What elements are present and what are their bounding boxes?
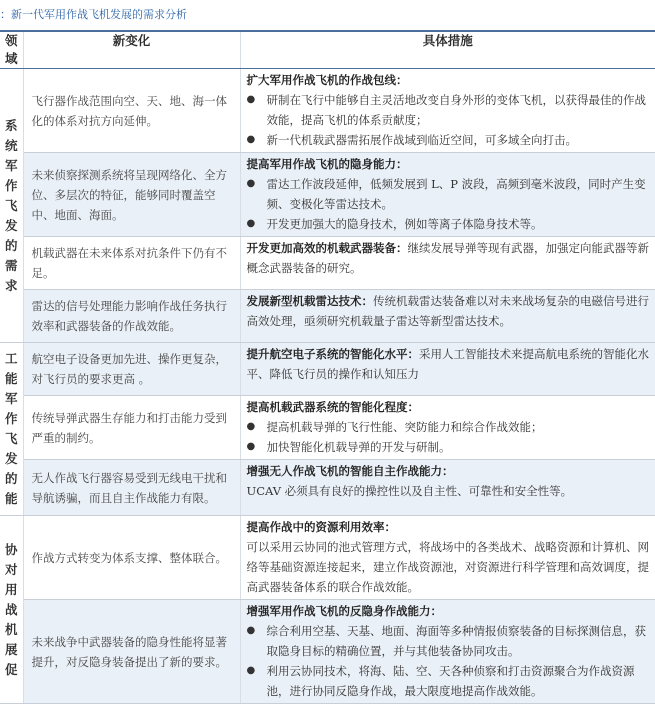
measure-title: 发展新型机载雷达技术： [246,294,373,308]
bullet-dot-icon: ● [246,625,256,636]
measure-cell [240,516,655,600]
bullet-text: 利用云协同技术，将海、陆、空、天各种侦察和打击资源聚合为作战资源池，进行协同反隐身作战，最大限度地提高作战效能。 [266,664,635,698]
table-row [0,153,655,237]
measure-cell [240,396,655,460]
change-cell: 未来战争中武器装备的隐身性能将显著提升，对反隐身装备提出了新的要求。 [23,600,240,704]
measure-title: 提高军用作战飞机的隐身能力： [246,157,408,171]
change-cell: 雷达的信号处理能力影响作战任务执行效率和武器装备的作战效能。 [23,290,240,343]
measure-title: 提高作战中的资源利用效率： [246,520,396,534]
measure-title: 提升航空电子系统的智能化水平： [246,347,419,361]
measure-text: 继续发展导弹等现有武器，加强定向能武器等新概念武器装备的研究。 [246,241,649,275]
measure-cell [240,600,655,704]
measure-cell [240,343,655,396]
change-cell: 传统导弹武器生存能力和打击能力受到严重的制约。 [23,396,240,460]
bullet-item [247,417,650,437]
bullet-item [247,130,650,150]
bullet-dot-icon: ● [246,94,256,105]
bullet-text: 新一代机载武器需拓展作战域到临近空间，可多域全向打击。 [266,133,577,147]
bullet-dot-icon: ● [246,665,256,676]
header-domain: 领域 [0,31,23,69]
table-row [0,290,655,343]
change-cell: 飞行器作战范围向空、天、地、海一体化的体系对抗方向延伸。 [23,69,240,153]
measure-paragraph [247,291,650,331]
bullet-text: 雷达工作波段延伸，低频发展到 L、P 波段，高频到毫米波段，同时产生变频、变极化等雷达技术。 [266,177,646,211]
table-row [0,460,655,516]
table-header-row [0,31,655,69]
bullet-item [247,437,650,457]
table-row [0,600,655,704]
measure-title: 提高机载武器系统的智能化程度： [246,400,419,414]
table-caption: ：新一代军用作战飞机发展的需求分析 [0,8,187,21]
bullet-text: 开发更加强大的隐身技术，例如等离子体隐身技术等。 [266,217,543,231]
bullet-item [247,621,650,661]
change-cell: 未来侦察探测系统将呈现网络化、全方位、多层次的特征，能够同时覆盖空中、地面、海面。 [23,153,240,237]
measure-cell [240,69,655,153]
measure-title: 扩大军用作战飞机的作战包线： [246,73,408,87]
bullet-dot-icon: ● [246,134,256,145]
change-cell: 航空电子设备更加先进、操作更复杂，对飞行员的要求更高 。 [23,343,240,396]
bullet-dot-icon: ● [246,441,256,452]
measure-cell [240,153,655,237]
bullet-text: 加快智能化机载导弹的开发与研制。 [266,440,451,454]
table-body [0,69,655,704]
measure-paragraph [247,238,650,278]
change-cell: 无人作战飞行器容易受到无线电干扰和导航诱骗，而且自主作战能力有限。 [23,460,240,516]
bullet-text: 研制在飞行中能够自主灵活地改变自身外形的变体飞机，以获得最佳的作战效能，提高飞机的体系贡献度； [266,93,646,127]
header-change: 新变化 [23,31,240,69]
measure-cell [240,290,655,343]
measure-title: 增强军用作战飞机的反隐身作战能力： [246,604,442,618]
table-row [0,516,655,600]
measure-title: 开发更加高效的机载武器装备： [246,241,408,255]
measure-text: 传统机载雷达装备难以对未来战场复杂的电磁信号进行高效处理，亟须研究机载量子雷达等新型雷达技术。 [246,294,649,328]
measure-cell [240,460,655,516]
requirements-table [0,30,655,704]
domain-label: 系统军作飞发的需求 [4,117,18,293]
bullet-text: 提高机载导弹的飞行性能、突防能力和综合作战效能； [266,420,543,434]
measure-title: 增强无人作战飞机的智能自主作战能力： [246,464,454,478]
table-row [0,396,655,460]
change-cell: 作战方式转变为体系支撑、整体联合。 [23,516,240,600]
table-row [0,69,655,153]
measure-paragraph [247,344,650,384]
measure-paragraph [247,461,650,501]
bullet-dot-icon: ● [246,178,256,189]
change-cell: 机载武器在未来体系对抗条件下仍有不足。 [23,237,240,290]
bullet-dot-icon: ● [246,218,256,229]
domain-cell [0,516,23,704]
bullet-text: 综合利用空基、天基、地面、海面等多种情报侦察装备的目标探测信息，获取隐身目标的精确位置，并与其他装备协同攻击。 [266,624,646,658]
measure-text: 可以采用云协同的池式管理方式，将战场中的各类战术、战略资源和计算机、网络等基础资源连接起来，建立作战资源池，对资源进行科学管理和高效调度，提高武器装备体系的联合作战效能。 [246,540,649,594]
header-measure: 具体措施 [240,31,655,69]
bullet-item [247,661,650,701]
bullet-item [247,174,650,214]
domain-label: 工能军作飞发的能 [4,351,18,506]
measure-cell [240,237,655,290]
table-row [0,343,655,396]
bullet-dot-icon: ● [246,421,256,432]
domain-cell [0,343,23,516]
measure-text: UCAV 必须具有良好的操控性以及自主性、可靠性和安全性等。 [246,484,573,498]
measure-paragraph [247,517,650,597]
bullet-item [247,90,650,130]
bullet-item [247,214,650,234]
domain-label: 协对用战机展促 [4,541,18,677]
table-row [0,237,655,290]
measure-text: 采用人工智能技术来提高航电系统的智能化水平、降低飞行员的操作和认知压力 [246,347,649,381]
domain-cell [0,69,23,343]
